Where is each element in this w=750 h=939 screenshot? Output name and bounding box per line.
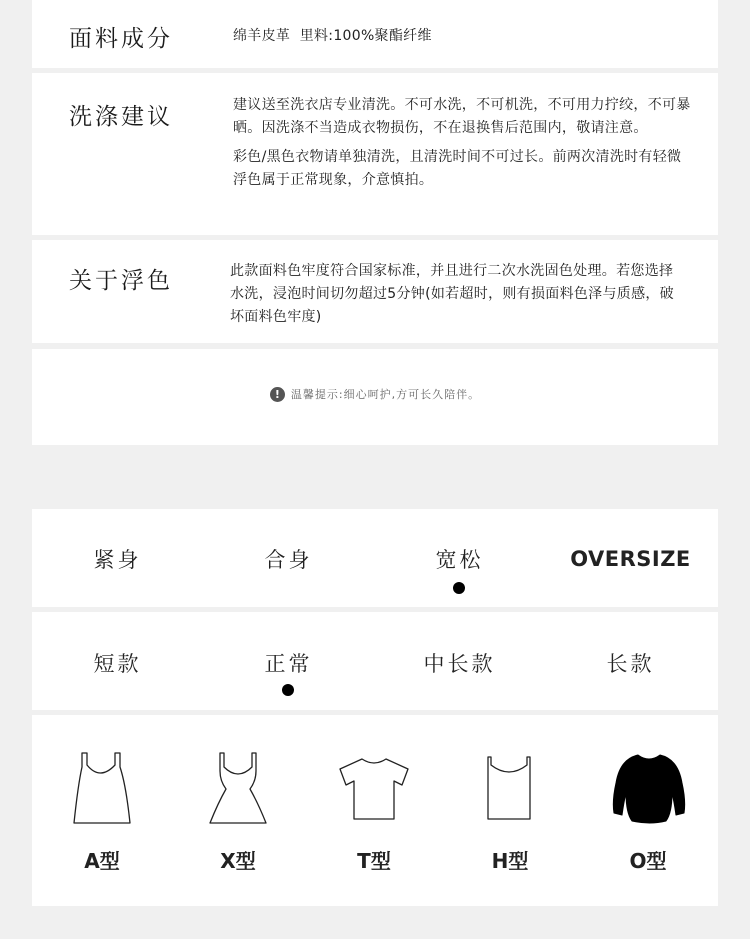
silhouette-label-a: A型 — [84, 849, 120, 873]
washing-label: 洗涤建议 — [69, 104, 173, 130]
fading-label: 关于浮色 — [69, 268, 173, 294]
washing-card — [32, 73, 718, 235]
material-label: 面料成分 — [69, 26, 173, 52]
length-card — [32, 612, 718, 710]
fit-option-loose[interactable]: 宽松 — [435, 548, 484, 572]
fit-option-regular[interactable]: 合身 — [264, 548, 313, 572]
washing-paragraph-2: 彩色/黑色衣物请单独清洗，且清洗时间不可过长。前两次清洗时有轻微浮色属于正常现象，介意慎拍。 — [233, 149, 682, 188]
washing-paragraph-1: 建议送至洗衣店专业清洗。不可水洗，不可机洗，不可用力拧绞，不可暴晒。因洗涤不当造成衣物损伤，不在退换售后范围内，敬请注意。 — [233, 97, 691, 136]
o-shape-icon[interactable] — [610, 753, 688, 825]
silhouette-label-t: T型 — [357, 849, 391, 873]
length-option-long[interactable]: 长款 — [606, 652, 655, 676]
material-text: 绵羊皮革 里料:100%聚酯纤维 — [233, 28, 432, 44]
length-option-short[interactable]: 短款 — [93, 652, 142, 676]
silhouette-label-x: X型 — [220, 849, 256, 873]
fit-card — [32, 509, 718, 607]
tip-text: 温馨提示:细心呵护,方可长久陪伴。 — [290, 388, 481, 401]
silhouette-card — [32, 715, 718, 906]
t-shape-icon[interactable] — [338, 757, 410, 821]
length-option-midlong[interactable]: 中长款 — [423, 652, 496, 676]
fading-card — [32, 240, 718, 343]
exclamation-icon: ! — [270, 387, 285, 402]
washing-text — [233, 94, 695, 198]
fit-selected-dot — [453, 582, 465, 594]
fit-option-oversize[interactable]: OVERSIZE — [570, 547, 691, 571]
silhouette-label-h: H型 — [491, 849, 529, 873]
h-shape-icon[interactable] — [484, 755, 534, 825]
silhouette-label-o: O型 — [629, 849, 667, 873]
length-selected-dot — [282, 684, 294, 696]
tip-line — [32, 386, 718, 402]
tip-card — [32, 349, 718, 445]
material-card — [32, 0, 718, 68]
x-shape-icon[interactable] — [206, 751, 270, 827]
length-option-normal[interactable]: 正常 — [264, 652, 313, 676]
fit-option-tight[interactable]: 紧身 — [93, 548, 142, 572]
fading-text: 此款面料色牢度符合国家标准，并且进行二次水洗固色处理。若您选择水洗，浸泡时间切勿超过5分钟(如若超时，则有损面料色泽与质感，破坏面料色牢度) — [230, 263, 674, 325]
a-shape-icon[interactable] — [70, 751, 134, 827]
